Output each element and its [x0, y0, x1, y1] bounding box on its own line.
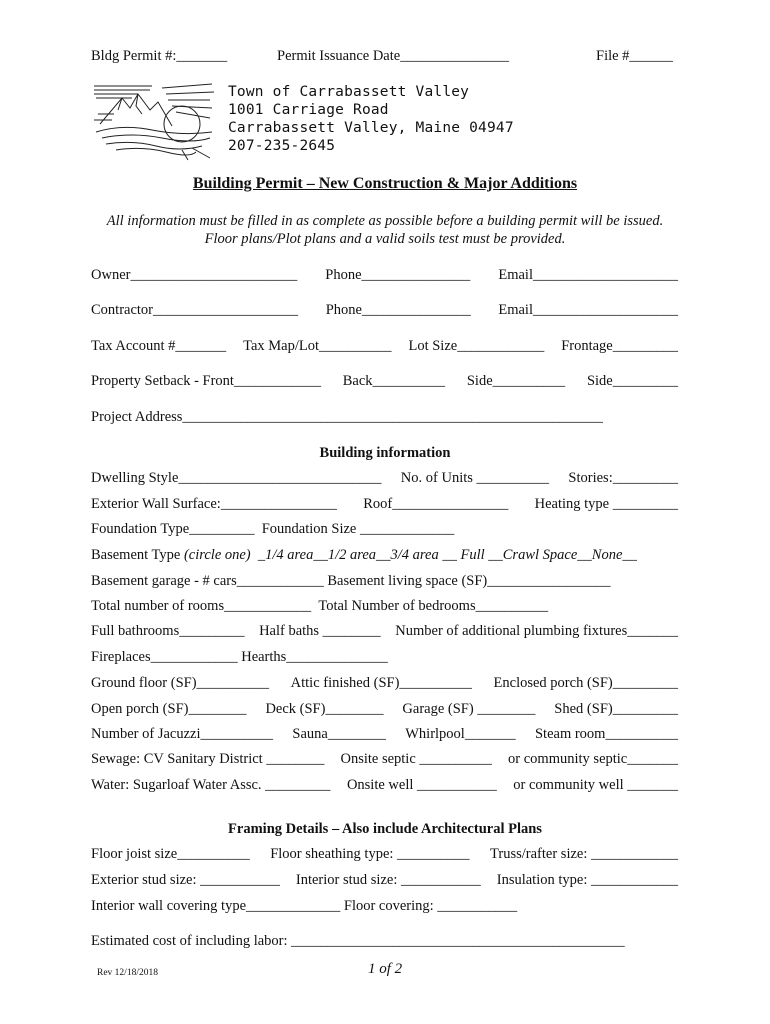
project-address-row: [91, 408, 678, 426]
file-number-field[interactable]: File #______: [596, 48, 673, 64]
lot-size-field[interactable]: Lot Size____________: [408, 338, 545, 354]
basement-type-label: Basement Type: [91, 547, 184, 563]
tax-map-lot-field[interactable]: Tax Map/Lot__________: [243, 338, 392, 354]
foundation-size-field[interactable]: Foundation Size _____________: [261, 521, 455, 537]
fireplaces-row: [91, 648, 678, 666]
floor-areas-row: [91, 674, 678, 692]
floor-framing-row: [91, 845, 678, 863]
truss-rafter-field[interactable]: Truss/rafter size: ____________: [490, 846, 678, 862]
tax-account-field[interactable]: Tax Account #_______: [91, 338, 227, 354]
interior-stud-field[interactable]: Interior stud size: ___________: [295, 872, 481, 888]
setback-back-field[interactable]: Back__________: [342, 373, 446, 389]
town-address-line2: Carrabassett Valley, Maine 04947: [228, 120, 514, 136]
tax-row: [91, 337, 678, 355]
wall-roof-row: [91, 495, 678, 513]
sewage-field[interactable]: Sewage: CV Sanitary District ________: [91, 751, 325, 767]
jacuzzi-field[interactable]: Number of Jacuzzi__________: [91, 726, 274, 742]
setback-front-field[interactable]: Property Setback - Front____________: [91, 373, 321, 389]
basement-type-options[interactable]: (circle one) _1/4 area__1/2 area__3/4 area __ Full __Crawl Space__None__: [183, 547, 637, 563]
full-baths-field[interactable]: Full bathrooms_________: [91, 623, 245, 639]
dwelling-row: [91, 469, 678, 487]
half-baths-field[interactable]: Half baths ________: [259, 623, 381, 639]
steam-room-field[interactable]: Steam room__________: [534, 726, 678, 742]
instructions-line1: All information must be filled in as complete as possible before a building permit will be issued.: [106, 213, 664, 229]
contractor-row: [91, 301, 678, 319]
form-title: Building Permit – New Construction & Major Additions: [192, 175, 578, 192]
bldg-permit-field[interactable]: Bldg Permit #:_______: [91, 48, 228, 64]
estimated-cost-field[interactable]: Estimated cost of including labor: ______________________________________________: [91, 933, 625, 949]
town-name: Town of Carrabassett Valley: [228, 84, 470, 100]
issuance-date-field[interactable]: Permit Issuance Date_______________: [277, 48, 509, 64]
enclosed-porch-field[interactable]: Enclosed porch (SF)_________: [493, 675, 678, 691]
rooms-row: [91, 597, 678, 615]
ground-floor-field[interactable]: Ground floor (SF)__________: [91, 675, 270, 691]
framing-heading: Framing Details – Also include Architectural Plans: [228, 821, 542, 837]
water-field[interactable]: Water: Sugarloaf Water Assc. _________: [91, 777, 331, 793]
floor-sheathing-field[interactable]: Floor sheathing type: __________: [270, 846, 470, 862]
owner-row: [91, 266, 678, 284]
wall-surface-field[interactable]: Exterior Wall Surface:________________: [91, 496, 337, 512]
basement-living-field[interactable]: Basement living space (SF)_________________: [327, 573, 611, 589]
owner-phone-field[interactable]: Phone_______________: [325, 267, 471, 283]
water-row: [91, 776, 678, 794]
foundation-type-field[interactable]: Foundation Type_________: [91, 521, 255, 537]
exterior-stud-field[interactable]: Exterior stud size: ___________: [91, 872, 280, 888]
wall-covering-field[interactable]: Interior wall covering type_____________: [91, 898, 341, 914]
setback-side2-field[interactable]: Side_________: [586, 373, 678, 389]
fireplaces-field[interactable]: Fireplaces____________: [91, 649, 238, 665]
total-rooms-field[interactable]: Total number of rooms____________: [91, 598, 312, 614]
covering-row: [91, 897, 678, 915]
basement-garage-field[interactable]: Basement garage - # cars____________: [91, 573, 324, 589]
floor-joist-field[interactable]: Floor joist size__________: [91, 846, 250, 862]
estimate-row: [91, 932, 678, 950]
open-porch-field[interactable]: Open porch (SF)________: [91, 701, 247, 717]
community-well-field[interactable]: or community well _______: [513, 777, 678, 793]
building-info-heading: Building information: [319, 445, 451, 461]
spa-row: [91, 725, 678, 743]
town-logo-mountain-sun-icon: [92, 80, 216, 162]
heating-type-field[interactable]: Heating type _________: [534, 496, 678, 512]
garage-field[interactable]: Garage (SF) ________: [402, 701, 536, 717]
onsite-septic-field[interactable]: Onsite septic __________: [340, 751, 492, 767]
units-field[interactable]: No. of Units __________: [400, 470, 550, 486]
contractor-email-field[interactable]: Email____________________: [498, 302, 678, 318]
hearths-field[interactable]: Hearths______________: [241, 649, 388, 665]
deck-field[interactable]: Deck (SF)________: [265, 701, 384, 717]
insulation-field[interactable]: Insulation type: ____________: [496, 872, 678, 888]
foundation-row: [91, 520, 678, 538]
project-address-field[interactable]: Project Address__________________________________________________________: [91, 409, 603, 425]
stud-row: [91, 871, 678, 889]
porch-deck-row: [91, 700, 678, 718]
frontage-field[interactable]: Frontage_________: [561, 338, 678, 354]
owner-field[interactable]: Owner_______________________: [91, 267, 298, 283]
basement-garage-row: [91, 572, 678, 590]
stories-field[interactable]: Stories:_________: [568, 470, 678, 486]
setback-row: [91, 372, 678, 390]
town-phone: 207-235-2645: [228, 138, 336, 154]
town-address-line1: 1001 Carriage Road: [228, 102, 389, 118]
shed-field[interactable]: Shed (SF)_________: [554, 701, 678, 717]
revision-date: Rev 12/18/2018: [97, 968, 158, 978]
page-number: 1 of 2: [368, 961, 403, 977]
roof-field[interactable]: Roof________________: [363, 496, 509, 512]
floor-covering-field[interactable]: Floor covering: ___________: [343, 898, 518, 914]
setback-side1-field[interactable]: Side__________: [466, 373, 566, 389]
attic-finished-field[interactable]: Attic finished (SF)__________: [290, 675, 472, 691]
owner-email-field[interactable]: Email____________________: [498, 267, 678, 283]
sauna-field[interactable]: Sauna________: [292, 726, 386, 742]
instructions-line2: Floor plans/Plot plans and a valid soils test must be provided.: [204, 231, 566, 247]
community-septic-field[interactable]: or community septic_______: [508, 751, 678, 767]
contractor-field[interactable]: Contractor____________________: [91, 302, 299, 318]
sewage-row: [91, 750, 678, 768]
dwelling-style-field[interactable]: Dwelling Style____________________________: [91, 470, 382, 486]
baths-row: [91, 622, 678, 640]
basement-type-row: [91, 546, 678, 564]
contractor-phone-field[interactable]: Phone_______________: [325, 302, 471, 318]
onsite-well-field[interactable]: Onsite well ___________: [346, 777, 497, 793]
plumbing-fixtures-field[interactable]: Number of additional plumbing fixtures_______: [395, 623, 678, 639]
total-bedrooms-field[interactable]: Total Number of bedrooms__________: [318, 598, 549, 614]
whirlpool-field[interactable]: Whirlpool_______: [405, 726, 516, 742]
